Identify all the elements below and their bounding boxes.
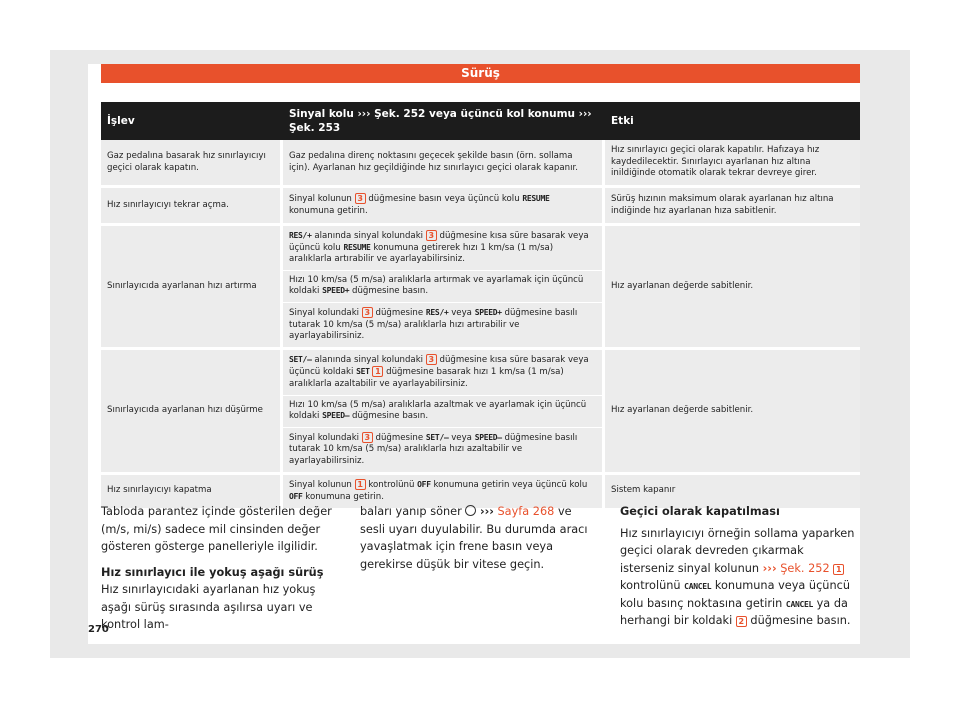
key-label: SET/–: [289, 354, 312, 364]
text: düğmesine basın.: [351, 411, 429, 422]
text: ya da herhangi bir koldaki: [620, 596, 848, 627]
text-column-1: [101, 503, 339, 634]
cell-action-part: [283, 396, 605, 428]
table-row: [101, 140, 860, 188]
text: kontrolünü: [620, 579, 681, 592]
key-label: OFF: [417, 479, 431, 489]
cell-function: Sınırlayıcıda ayarlanan hızı düşürme: [101, 350, 283, 475]
button-number-badge: 1: [372, 366, 383, 377]
header-function: İşlev: [101, 102, 283, 140]
text: Hızı 10 km/sa (5 m/sa) aralıklarla azaltmak ve ayarlamak için üçüncü koldaki: [289, 399, 587, 422]
text: düğmesine: [375, 307, 424, 318]
paragraph: [620, 525, 860, 630]
cell-action-part: [283, 271, 605, 303]
paragraph: Tabloda parantez içinde gösterilen değer (m/s, mi/s) sadece mil cinsinden değer gösteren gösterge panelleriyle ilgilidir.: [101, 505, 332, 553]
button-number-badge: 3: [355, 193, 366, 204]
cell-function: Gaz pedalına basarak hız sınırlayıcıyı geçici olarak kapatın.: [101, 140, 283, 188]
text: kontrolünü: [368, 479, 415, 490]
key-label: RESUME: [343, 242, 371, 252]
cell-function: Hız sınırlayıcıyı kapatma: [101, 475, 283, 511]
cell-effect: Hız ayarlanan değerde sabitlenir.: [605, 226, 860, 350]
header-effect: Etki: [605, 102, 860, 140]
cell-action-part: [283, 226, 605, 271]
text: konumuna getirin veya üçüncü kolu: [433, 479, 588, 490]
text-column-3: [620, 503, 860, 630]
text: düğmesine: [375, 432, 424, 443]
text: alanında sinyal kolundaki: [314, 354, 424, 365]
table-row: [101, 188, 860, 226]
function-table: [101, 102, 860, 511]
key-label: OFF: [289, 491, 303, 501]
cell-effect: Sürüş hızının maksimum olarak ayarlanan hız altına indiğinde hız ayarlanan hıza sabitlenir.: [605, 188, 860, 226]
cell-action-part: [283, 428, 605, 475]
page-reference-link[interactable]: Sayfa 268: [497, 505, 555, 518]
text: Sinyal kolunun: [289, 479, 352, 490]
figure-reference-link[interactable]: Şek. 252: [780, 561, 830, 575]
text-column-2: [360, 503, 600, 573]
text: Sinyal kolundaki: [289, 432, 360, 443]
key-label: SPEED+: [322, 286, 350, 296]
key-label: SPEED–: [322, 411, 350, 421]
text: konumuna veya üçüncü kolu basınç noktasına getirin: [620, 579, 850, 610]
key-label: CANCEL: [785, 599, 814, 609]
text: düğmesine basarak hızı 1 km/sa (1 m/sa) aralıklarla azaltabilir ve ayarlayabilirsiniz.: [289, 367, 564, 389]
key-label: RESUME: [522, 194, 550, 204]
reference-arrows: ›››: [479, 505, 494, 518]
text: düğmesine kısa süre basarak veya üçüncü koldaki: [289, 354, 589, 378]
text: düğmesine basın veya üçüncü kolu: [368, 194, 520, 205]
key-label: SPEED–: [474, 432, 502, 442]
cell-action: Gaz pedalına direnç noktasını geçecek şekilde basın (örn. sollama için). Ayarlanan hız geçildiğinde hız sınırlayıcı geçici olarak kapanır.: [283, 140, 605, 188]
subheading: Hız sınırlayıcı ile yokuş aşağı sürüş: [101, 565, 324, 579]
key-label: RES/+: [425, 307, 449, 317]
cell-action: [283, 188, 605, 226]
button-number-badge: 2: [736, 616, 747, 627]
cell-action-part: [283, 350, 605, 396]
text: düğmesine basılı tutarak 10 km/sa (5 m/sa) aralıklarla hızı azaltabilir ve ayarlayabilirsiniz.: [289, 432, 578, 466]
text: veya: [451, 432, 472, 443]
cell-effect: Sistem kapanır: [605, 475, 860, 511]
key-label: CANCEL: [684, 582, 712, 591]
section-header: Sürüş: [101, 64, 860, 83]
text: Sinyal kolunun: [289, 194, 352, 205]
text: veya: [451, 307, 472, 318]
subheading: Geçici olarak kapatılması: [620, 505, 780, 518]
button-number-badge: 3: [426, 354, 437, 365]
text: konumuna getirin.: [289, 206, 368, 216]
reference-arrows: ›››: [762, 561, 777, 575]
warning-lamp-icon: [465, 505, 476, 516]
text: Hızı 10 km/sa (5 m/sa) aralıklarla artırmak ve ayarlamak için üçüncü koldaki: [289, 274, 584, 297]
text: konumuna getirerek hızı 1 km/sa (1 m/sa) aralıklarla artırabilir ve ayarlayabilirsiniz.: [289, 242, 554, 265]
page-number: 270: [88, 624, 109, 635]
text: düğmesine basın.: [351, 286, 429, 297]
cell-function: Hız sınırlayıcıyı tekrar açma.: [101, 188, 283, 226]
button-number-badge: 1: [833, 564, 844, 575]
key-label: RES/+: [289, 231, 312, 240]
button-number-badge: 1: [355, 479, 366, 490]
header-action: Sinyal kolu ››› Şek. 252 veya üçüncü kol konumu ››› Şek. 253: [283, 102, 605, 140]
text: konumuna getirin.: [305, 491, 384, 502]
cell-effect: Hız sınırlayıcı geçici olarak kapatılır. Hafızaya hız kaydedilecektir. Sınırlayıcı ayarlanan hız altına inildiğinde otomatik olarak tekrar devreye girer.: [605, 140, 860, 188]
text: Hız sınırlayıcıyı örneğin sollama yaparken geçici olarak devreden çıkarmak isterseniz sinyal kolunun: [620, 526, 855, 575]
text: alanında sinyal kolundaki: [314, 231, 424, 241]
text: Sinyal kolundaki: [289, 307, 360, 318]
button-number-badge: 3: [362, 307, 373, 318]
button-number-badge: 3: [362, 432, 373, 443]
table-row: [101, 350, 860, 396]
key-label: SPEED+: [474, 307, 502, 317]
text: ve sesli uyarı duyulabilir. Bu durumda aracı yavaşlatmak için frene basın veya gerekirse düşük bir vitese geçin.: [360, 505, 588, 571]
text: düğmesine kısa süre basarak veya üçüncü kolu: [289, 231, 589, 253]
cell-function: Sınırlayıcıda ayarlanan hızı artırma: [101, 226, 283, 350]
table-row: [101, 226, 860, 271]
paragraph: Hız sınırlayıcıdaki ayarlanan hız yokuş aşağı sürüş sırasında aşılırsa uyarı ve kontrol lam-: [101, 583, 316, 631]
text: düğmesine basın.: [750, 614, 851, 627]
text: baları yanıp söner: [360, 505, 462, 518]
paragraph: [360, 503, 600, 573]
button-number-badge: 3: [426, 230, 437, 241]
key-label: SET: [356, 367, 370, 377]
text: düğmesine basılı tutarak 10 km/sa (5 m/sa) aralıklarla hızı artırabilir ve ayarlayabilirsiniz.: [289, 307, 578, 342]
table-header-row: [101, 102, 860, 140]
cell-effect: Hız ayarlanan değerde sabitlenir.: [605, 350, 860, 475]
key-label: SET/–: [425, 432, 449, 442]
cell-action-part: [283, 303, 605, 350]
